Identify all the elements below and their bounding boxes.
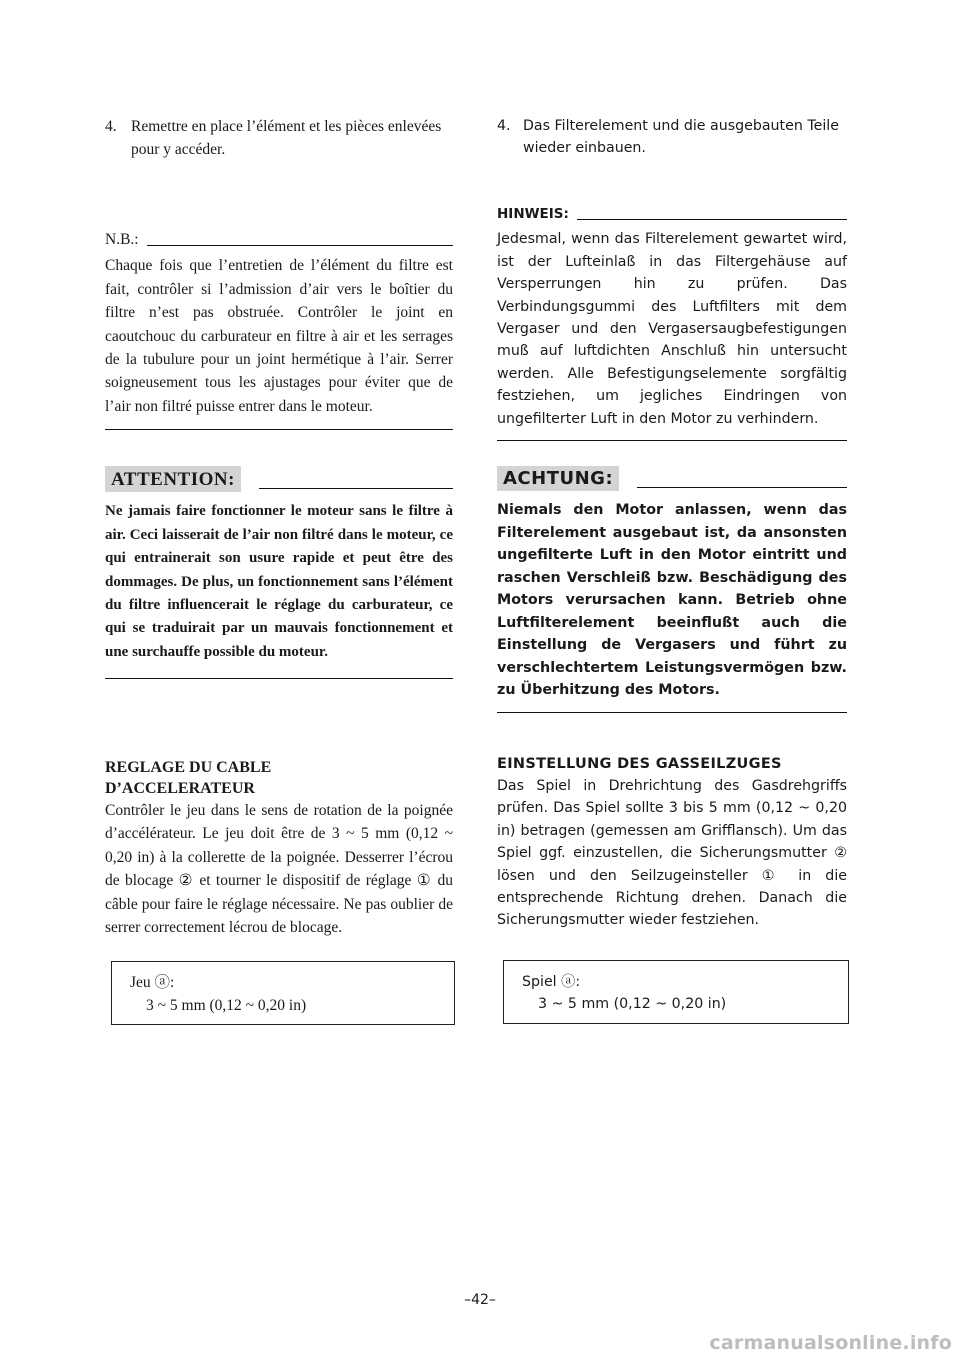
fr-step-4 [105, 115, 453, 162]
fr-attention-rule [259, 488, 453, 489]
fr-step-number: 4. [105, 118, 117, 135]
de-step-number: 4. [497, 118, 511, 134]
fr-spec-label: Jeu ⓐ: [130, 974, 175, 991]
de-attention-rule [637, 487, 847, 488]
fr-attention [105, 466, 453, 679]
fr-note [105, 228, 453, 430]
fr-throttle-section [105, 757, 453, 939]
de-note-header [497, 203, 847, 225]
de-note-rule [577, 219, 847, 220]
de-attention-end-rule [497, 712, 847, 713]
fr-attention-text: Ne jamais faire fonctionner le moteur sans le filtre à air. Ceci laisserait de l’air non filtré dans le moteur, ce qui entrainerait son usure rapide et peut être des dommages. De plus, un fonctionnement sans l’élément du filtre influencerait le réglage du carburateur, ce qui se traduirait par un mauvais fonctionnement et une surchauffe possible du moteur. [105, 503, 453, 660]
fr-section-heading-line2: D’ACCELERATEUR [105, 780, 255, 797]
de-spec-label: Spiel ⓐ: [522, 974, 581, 990]
de-note-text: Jedesmal, wenn das Filterelement gewartet wird, ist der Lufteinlaß in das Filtergehäuse auf Versperrungen hin zu prüfen. Das Verbindungsgummi des Luftfilters mit dem Vergaser und den Vergasersaugbefestigungen muß auf luftdichten Anschluß hin untersucht werden. Alle Befestigungselemente sorgfältig festziehen, um jegliches Eindringen von ungefilterter Luft in den Motor zu verhindern. [497, 231, 847, 427]
fr-spec-box [111, 961, 455, 1025]
fr-section-heading-line1: REGLAGE DU CABLE [105, 759, 272, 776]
de-note [497, 203, 847, 441]
fr-attention-header [105, 466, 453, 492]
page-number: –42– [464, 1292, 496, 1308]
fr-attention-end-rule [105, 678, 453, 679]
de-spec-box [503, 960, 849, 1024]
de-note-label: HINWEIS: [497, 206, 569, 222]
fr-note-rule [147, 245, 453, 246]
fr-spec-value: 3 ~ 5 mm (0,12 ~ 0,20 in) [146, 997, 307, 1014]
de-attention [497, 466, 847, 713]
de-step-4 [497, 115, 847, 160]
fr-note-text: Chaque fois que l’entretien de l’élément du filtre est fait, contrôler si l’admission d’air vers le boîtier du filtre n’est pas obstruée. Contrôler le joint en caoutchouc du carburateur en filtre à air et les serrages de la tubulure pour un joint hermétique à l’air. Serrer soigneusement tous les ajustages pour éviter que de l’air non filtré puisse entrer dans le moteur. [105, 257, 453, 415]
fr-step-text: Remettre en place l’élément et les pièces enlevées pour y accéder. [131, 118, 442, 159]
de-attention-label: ACHTUNG: [497, 466, 619, 491]
de-throttle-section [497, 754, 847, 932]
fr-note-label: N.B.: [105, 231, 139, 248]
de-step-text: Das Filterelement und die ausgebauten Teile wieder einbauen. [523, 118, 839, 157]
de-note-end-rule [497, 440, 847, 441]
de-attention-header [497, 466, 847, 491]
de-section-body: Das Spiel in Drehrichtung des Gasdrehgriffs prüfen. Das Spiel sollte 3 bis 5 mm (0,12 ~ 0,20 in) betragen (gemessen am Grifflansch). Um das Spiel ggf. einzustellen, die Sicherungsmutter ② lösen und den Seilzugeinsteller ① in die entsprechende Richtung drehen. Danach die Sicherungsmutter wieder festziehen. [497, 778, 847, 929]
de-spec-value: 3 ~ 5 mm (0,12 ~ 0,20 in) [538, 996, 727, 1012]
fr-section-body: Contrôler le jeu dans le sens de rotation de la poignée d’accélérateur. Le jeu doit être de 3 ~ 5 mm (0,12 ~ 0,20 in) à la collerette de la poignée. Desserrer l’écrou de blocage ② et tourner le dispositif de réglage ① du câble pour faire le réglage nécessaire. Ne pas oublier de serrer correctement lécrou de blocage. [105, 802, 453, 937]
de-section-heading: EINSTELLUNG DES GASSEILZUGES [497, 756, 782, 772]
fr-note-header [105, 228, 453, 251]
de-attention-text: Niemals den Motor anlassen, wenn das Filterelement ausgebaut ist, da ansonsten ungefilterte Luft in den Motor eintritt und raschen Verschleiß bzw. Beschädigung des Motors verursachen kann. Betrieb ohne Luftfilterelement beeinflußt auch die Einstellung de Vergasers und führt zu verschlechtertem Leistungsvermögen bzw. zu Überhitzung des Motors. [497, 502, 847, 699]
watermark: carmanualsonline.info [709, 1332, 952, 1354]
fr-note-end-rule [105, 429, 453, 430]
fr-attention-label: ATTENTION: [105, 466, 241, 492]
